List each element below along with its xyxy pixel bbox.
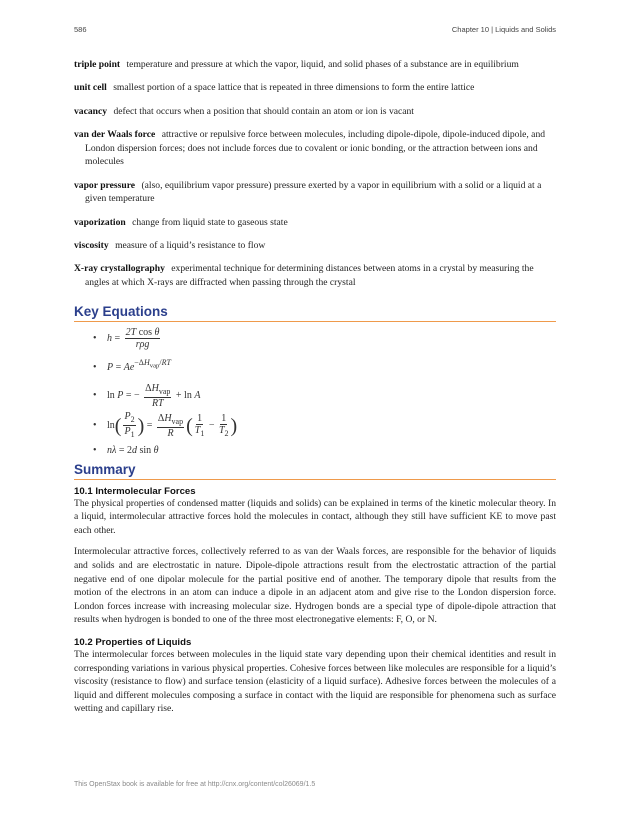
glossary-definition: smallest portion of a space lattice that is repeated in three dimensions to form the entire lattice (113, 82, 475, 94)
glossary-entry (74, 216, 556, 230)
key-equations-list (74, 328, 556, 460)
chapter-title: Chapter 10 | Liquids and Solids (451, 25, 556, 34)
glossary-term: vaporization (74, 216, 126, 228)
glossary-entry (74, 58, 556, 72)
glossary-term: X-ray crystallography (74, 263, 165, 275)
summary-section (74, 637, 556, 716)
page-header (74, 25, 556, 37)
glossary-definition: measure of a liquid’s resistance to flow (115, 239, 266, 251)
summary-heading: Summary (74, 462, 556, 480)
glossary-term: vacancy (74, 105, 108, 117)
equation-bragg: • nλ = 2 d sin θ (93, 442, 556, 460)
glossary-term: triple point (74, 59, 121, 70)
glossary-definition: change from liquid state to gaseous state (132, 216, 288, 228)
key-equations-heading: Key Equations (74, 304, 556, 322)
equation-capillary: • h = $\frac{\text{2T cos θ}}{\text{rρg}}$ (93, 328, 556, 350)
glossary-definition: (also, equilibrium vapor pressure) pressure exerted by a vapor in equilibrium with a solid or a liquid at a given temperature (85, 179, 542, 205)
equation-vapor-pressure: • P = Ae $^{-\Delta H_{vap} /RT}$ (93, 350, 556, 382)
summary-section (74, 486, 556, 627)
equation-two-point: • ln ( $\frac{P_2}{P_1}$ ) = $\frac{\Delta H_{vap}}{R}$ ( $\frac{1}{T_1}$ − $\frac{1}{T_2}$ ) (93, 410, 556, 442)
glossary-definition: defect that occurs when a position that should contain an atom or ion is vacant (113, 105, 414, 117)
glossary-entry (74, 262, 556, 289)
section-heading: 10.2 Properties of Liquids (74, 636, 192, 648)
summary-paragraph: The intermolecular forces between molecules in the liquid state vary depending upon their chemical identities and result in corresponding variations in various physical properties. Cohesive forces between like molecules are responsible for a liquid’s viscosity (resistance to flow) and surface tension (elasticity of a liquid surface). Adhesive forces between the molecules of a liquid and different molecules composing a surface in contact with the liquid are responsible for phenomena such as surface wetting and capillary rise. (74, 648, 556, 715)
page-number: 586 (74, 25, 87, 34)
glossary-term: van der Waals force (74, 128, 156, 140)
glossary-term: viscosity (74, 239, 109, 251)
glossary-entry (74, 105, 556, 119)
glossary-term: unit cell (74, 82, 107, 94)
glossary-term: vapor pressure (74, 179, 136, 191)
glossary-definition: attractive or repulsive force between molecules, including dipole-dipole, dipole-induced dipole, and London dispersion forces; does not include forces due to covalent or ionic bonding, or the attraction between ions and molecules (85, 128, 546, 168)
glossary-entry (74, 128, 556, 169)
summary-paragraph: The physical properties of condensed matter (liquids and solids) can be explained in terms of the kinetic molecular theory. In a liquid, intermolecular attractive forces hold the molecules in contact, although they still have sufficient KE to move past each other. (74, 497, 556, 536)
equation-clausius-clapeyron: • ln P = − $\frac{\Delta H_{vap}}{RT}$ + ln A (93, 382, 556, 410)
page-content (74, 58, 556, 716)
glossary-entry (74, 179, 556, 206)
glossary-definition: temperature and pressure at which the vapor, liquid, and solid phases of a substance are in equilibrium (126, 59, 519, 70)
summary-paragraph: Intermolecular attractive forces, collectively referred to as van der Waals forces, are responsible for the behavior of liquids and solids and are electrostatic in nature. Dipole-dipole attractions result from the electrostatic attraction of the partial negative end of one dipolar molecule for the partial positive end of another. The temporary dipole that results from the motion of the electrons in an atom can induce a dipole in an adjacent atom and give rise to the London dispersion force. London forces increase with increasing molecular size. Hydrogen bonds are a special type of dipole-dipole attraction that results when hydrogen is bonded to one of the three most electronegative elements: F, O, or N. (74, 546, 556, 626)
glossary-entry (74, 239, 556, 253)
section-heading: 10.1 Intermolecular Forces (74, 485, 196, 497)
glossary (74, 58, 556, 290)
page-footer: This OpenStax book is available for free at http://cnx.org/content/col26069/1.5 (74, 781, 316, 788)
glossary-definition: experimental technique for determining distances between atoms in a crystal by measuring the angles at which X-rays are diffracted when passing through the crystal (85, 263, 534, 288)
glossary-entry (74, 81, 556, 95)
